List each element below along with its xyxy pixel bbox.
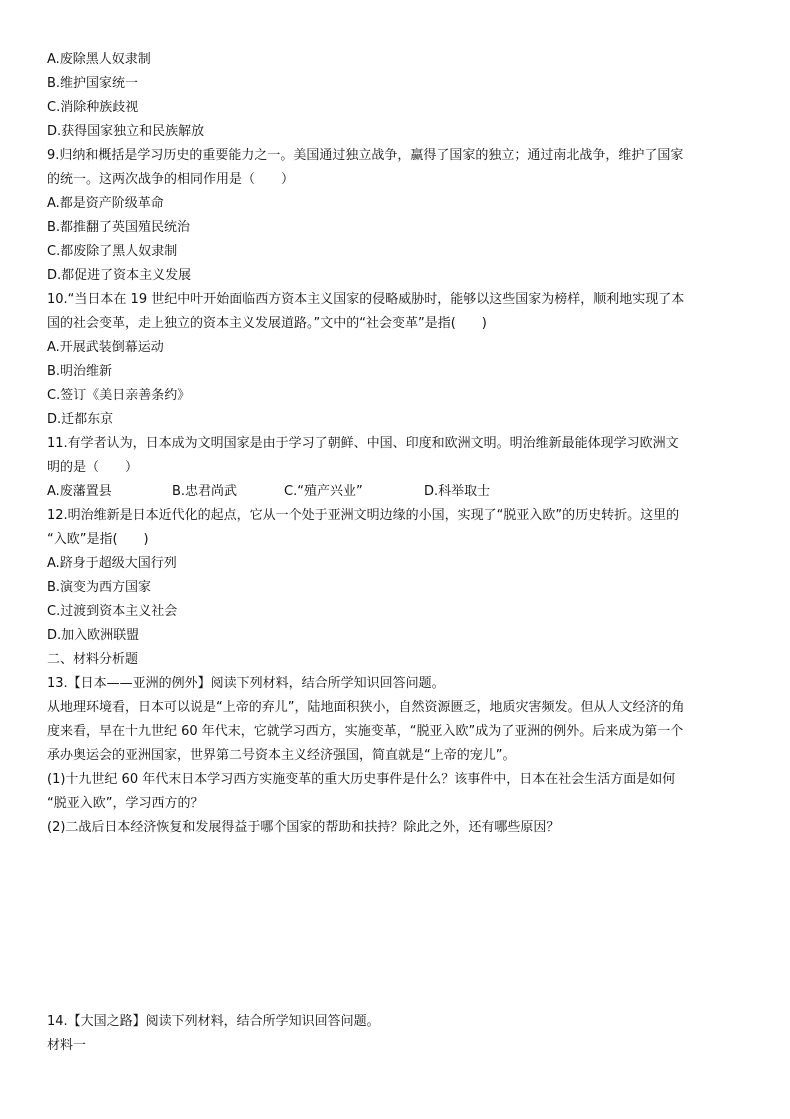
q10-stem-line2: 国的社会变革，走上独立的资本主义发展道路。”文中的“社会变革”是指( ) <box>47 316 487 331</box>
q13-title: 13.【日本——亚洲的例外】阅读下列材料，结合所学知识回答问题。 <box>47 676 445 691</box>
q9-stem-line2: 的统一。这两次战争的相同作用是（ ） <box>47 172 295 187</box>
q10-option-a: A.开展武装倒幕运动 <box>47 340 164 355</box>
q14-title: 14.【大国之路】阅读下列材料，结合所学知识回答问题。 <box>47 1014 380 1029</box>
q10-stem-line1: 10.“当日本在 19 世纪中叶开始面临西方资本主义国家的侵略威胁时，能够以这些国家为榜样，顺利地实现了本 <box>47 292 685 307</box>
q12-option-c: C.过渡到资本主义社会 <box>47 604 178 619</box>
q12-option-a: A.跻身于超级大国行列 <box>47 556 177 571</box>
q8-option-c: C.消除种族歧视 <box>47 100 139 115</box>
q14-material-label: 材料一 <box>47 1038 87 1053</box>
q8-option-b: B.维护国家统一 <box>47 76 139 91</box>
q13-question1-line2: “脱亚入欧”，学习西方的？ <box>47 796 204 811</box>
q12-option-d: D.加入欧洲联盟 <box>47 628 140 643</box>
q13-material-line2: 度来看，早在十九世纪 60 年代末，它就学习西方，实施变革，“脱亚入欧”成为了亚洲的例外。后来成为第一个 <box>47 724 684 739</box>
q12-stem-line1: 12.明治维新是日本近代化的起点，它从一个处于亚洲文明边缘的小国，实现了“脱亚入欧”的历史转折。这里的 <box>47 508 680 523</box>
q11-stem-line1: 11.有学者认为，日本成为文明国家是由于学习了朝鲜、中国、印度和欧洲文明。明治维新最能体现学习欧洲文 <box>47 436 679 451</box>
section2-title: 二、材料分析题 <box>47 652 139 667</box>
q11-option-a: A.废藩置县 <box>47 484 112 499</box>
q10-option-d: D.迁都东京 <box>47 412 114 427</box>
q13-question2: (2)二战后日本经济恢复和发展得益于哪个国家的帮助和扶持？除此之外，还有哪些原因？ <box>47 820 560 835</box>
q10-option-b: B.明治维新 <box>47 364 113 379</box>
q9-option-d: D.都促进了资本主义发展 <box>47 268 192 283</box>
q8-option-d: D.获得国家独立和民族解放 <box>47 124 205 139</box>
q13-material-line3: 承办奥运会的亚洲国家，世界第二号资本主义经济强国，简直就是“上帝的宠儿”。 <box>47 748 516 763</box>
q12-option-b: B.演变为西方国家 <box>47 580 152 595</box>
q9-option-c: C.都废除了黑人奴隶制 <box>47 244 178 259</box>
q11-option-b: B.忠君尚武 <box>172 484 238 499</box>
q11-stem-line2: 明的是（ ） <box>47 460 139 475</box>
q8-option-a: A.废除黑人奴隶制 <box>47 52 151 67</box>
q13-material-line1: 从地理环境看，日本可以说是“上帝的弃儿”，陆地面积狭小，自然资源匮乏，地质灾害频发。但从人文经济的角 <box>47 700 685 715</box>
q9-option-a: A.都是资产阶级革命 <box>47 196 164 211</box>
q13-question1-line1: (1)十九世纪 60 年代末日本学习西方实施变革的重大历史事件是什么？该事件中，日本在社会生活方面是如何 <box>47 772 676 787</box>
q11-option-d: D.科举取士 <box>424 484 491 499</box>
q10-option-c: C.签订《美日亲善条约》 <box>47 388 191 403</box>
q11-option-c: C.“殖产兴业” <box>284 484 363 499</box>
q12-stem-line2: “入欧”是指( ) <box>47 532 149 547</box>
q9-option-b: B.都推翻了英国殖民统治 <box>47 220 191 235</box>
q9-stem-line1: 9.归纳和概括是学习历史的重要能力之一。美国通过独立战争，赢得了国家的独立；通过南北战争，维护了国家 <box>47 148 684 163</box>
